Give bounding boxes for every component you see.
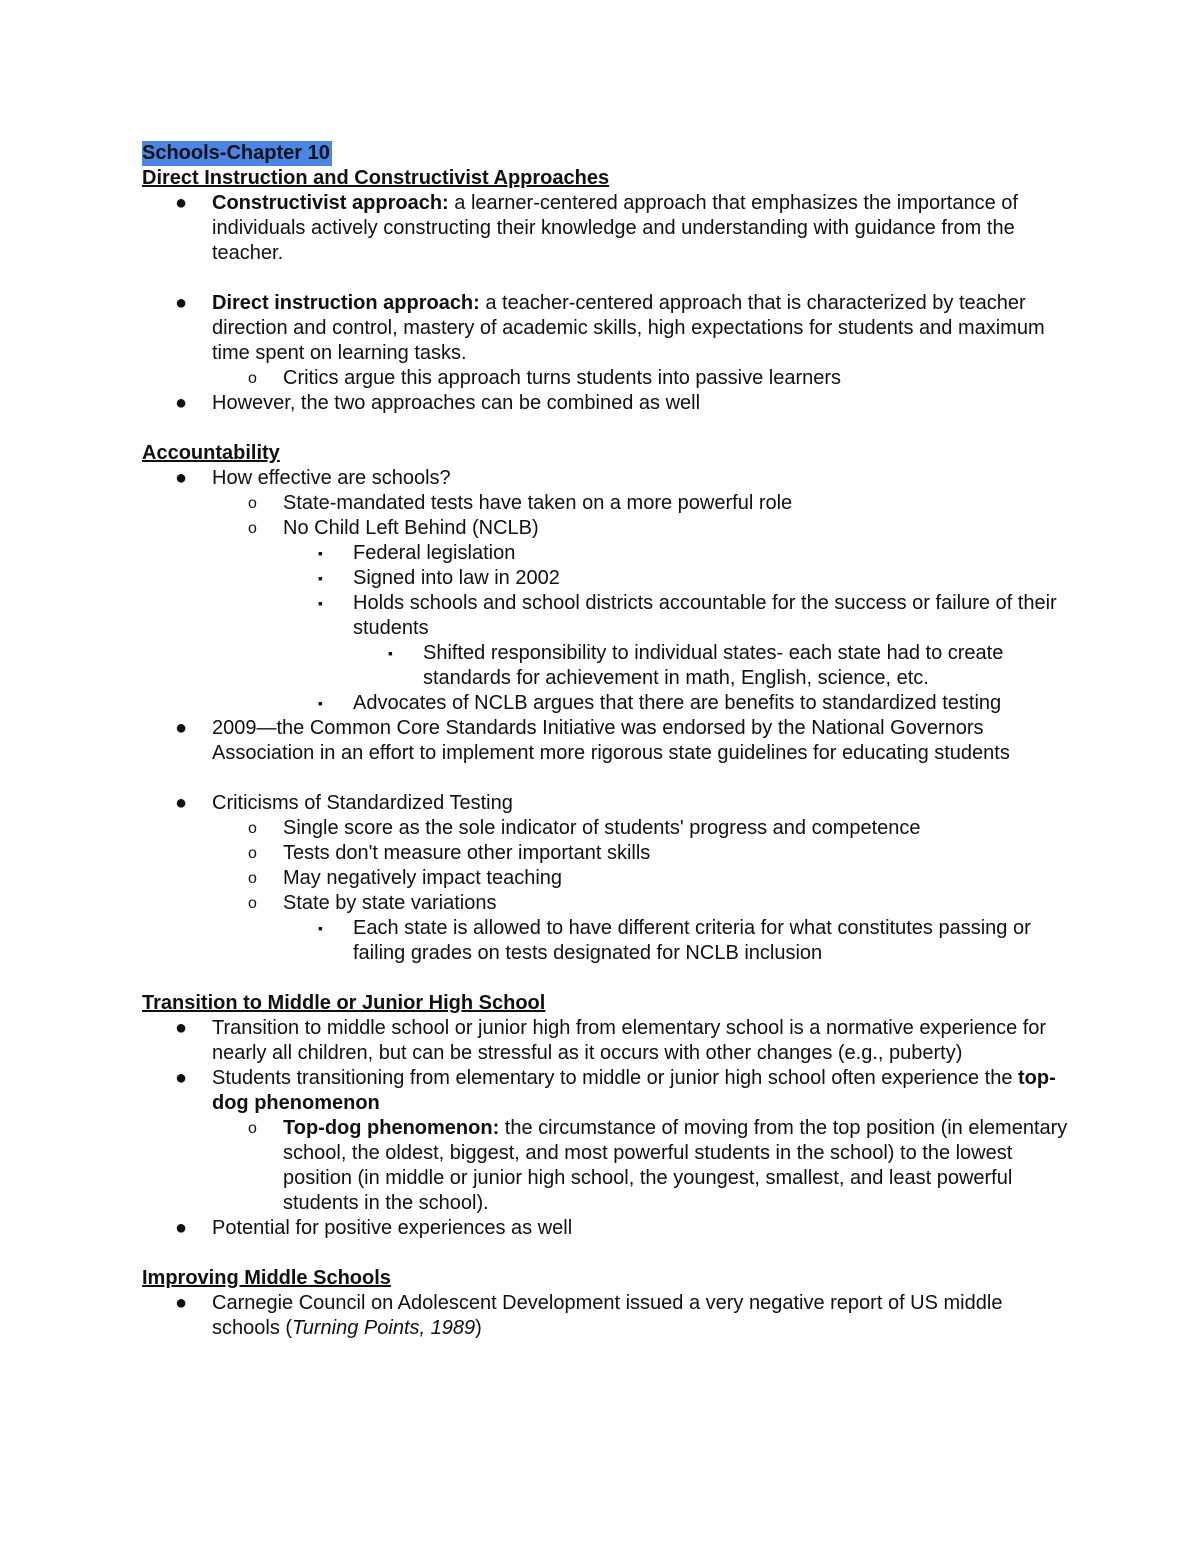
bullet-square-icon: ▪: [318, 595, 323, 611]
list-item: [142, 791, 1072, 816]
list-item: [142, 391, 1072, 416]
list-item: [142, 191, 1072, 266]
section-heading-direct-instruction: Direct Instruction and Constructivist Approaches: [142, 167, 610, 189]
list-item-text: Critics argue this approach turns students into passive learners: [283, 367, 842, 389]
list-item: [142, 866, 1072, 891]
list-item-text: Advocates of NCLB argues that there are benefits to standardized testing: [353, 692, 1002, 714]
list-item-text: Potential for positive experiences as well: [212, 1217, 573, 1239]
list-item: [142, 891, 1072, 916]
blank-line: [142, 966, 1072, 991]
list-item-text: State by state variations: [283, 892, 497, 914]
bullet-disc-icon: ●: [175, 1067, 188, 1089]
bullet-circle-icon: o: [248, 895, 257, 912]
section-heading-accountability: Accountability: [142, 442, 280, 464]
list-item-text: Holds schools and school districts accountable for the success or failure of their students: [353, 592, 1057, 639]
section-heading-transition: Transition to Middle or Junior High School: [142, 992, 546, 1014]
citation-turning-points: Turning Points, 1989: [292, 1317, 476, 1339]
blank-line: [142, 416, 1072, 441]
bullet-square-icon: ▪: [318, 920, 323, 936]
definition-direct-instruction: a teacher-centered approach that is characterized by teacher direction and control, mastery of academic skills, high expectations for students and maximum time spent on learning tasks.: [212, 292, 1045, 364]
term-top-dog: top-dog phenomenon: [212, 1067, 1056, 1114]
list-item: [142, 691, 1072, 716]
bullet-disc-icon: ●: [175, 717, 188, 739]
list-item-text: Carnegie Council on Adolescent Development issued a very negative report of US middle schools (: [212, 1292, 1003, 1339]
bullet-disc-icon: ●: [175, 192, 188, 214]
list-item-text: Single score as the sole indicator of students' progress and competence: [283, 817, 921, 839]
list-item-text: State-mandated tests have taken on a more powerful role: [283, 492, 793, 514]
list-item: [142, 916, 1072, 966]
list-item: [142, 291, 1072, 366]
closing-paren: ): [475, 1317, 482, 1339]
bullet-disc-icon: ●: [175, 1217, 188, 1239]
bullet-square-icon: ▪: [318, 695, 323, 711]
title-line: [142, 141, 1072, 166]
list-item-text: Students transitioning from elementary to middle or junior high school often experience the: [212, 1067, 1019, 1089]
list-item: [142, 1116, 1072, 1216]
bullet-disc-icon: ●: [175, 1292, 188, 1314]
list-item-text: No Child Left Behind (NCLB): [283, 517, 539, 539]
list-item-text: 2009—the Common Core Standards Initiative was endorsed by the National Governors Association in an effort to implement more rigorous state guidelines for educating students: [212, 717, 1010, 764]
bullet-circle-icon: o: [248, 370, 257, 387]
list-item-text: Signed into law in 2002: [353, 567, 560, 589]
term-top-dog-definition: Top-dog phenomenon:: [283, 1117, 500, 1139]
list-item-text: Federal legislation: [353, 542, 516, 564]
bullet-circle-icon: o: [248, 1120, 257, 1137]
bullet-circle-icon: o: [248, 820, 257, 837]
list-item: [142, 1066, 1072, 1116]
list-item: [142, 491, 1072, 516]
bullet-disc-icon: ●: [175, 467, 188, 489]
bullet-square-icon: ▪: [388, 645, 393, 661]
list-item-text: Shifted responsibility to individual states- each state had to create standards for achievement in math, English, science, etc.: [423, 642, 1004, 689]
list-item: [142, 541, 1072, 566]
definition-constructivist: a learner-centered approach that emphasizes the importance of individuals actively constructing their knowledge and understanding with guidance from the teacher.: [212, 192, 1018, 264]
bullet-square-icon: ▪: [318, 545, 323, 561]
bullet-circle-icon: o: [248, 520, 257, 537]
list-item: [142, 816, 1072, 841]
list-item-text: How effective are schools?: [212, 467, 451, 489]
document-body: [142, 141, 1072, 1341]
list-item-text: Transition to middle school or junior high from elementary school is a normative experience for nearly all children, but can be stressful as it occurs with other changes (e.g., puberty): [212, 1017, 1047, 1064]
definition-top-dog: the circumstance of moving from the top position (in elementary school, the oldest, biggest, and most powerful students in the school) to the lowest position (in middle or junior high school, the youngest, smallest, and least powerful students in the school).: [283, 1117, 1068, 1214]
list-item: [142, 1016, 1072, 1066]
document-title: Schools-Chapter 10: [142, 142, 330, 164]
term-direct-instruction: Direct instruction approach:: [212, 292, 480, 314]
list-item: [142, 841, 1072, 866]
blank-line: [142, 1241, 1072, 1266]
bullet-circle-icon: o: [248, 495, 257, 512]
list-item-text: Criticisms of Standardized Testing: [212, 792, 513, 814]
bullet-circle-icon: o: [248, 845, 257, 862]
list-item-text: Each state is allowed to have different criteria for what constitutes passing or failing grades on tests designated for NCLB inclusion: [353, 917, 1031, 964]
list-item: [142, 641, 1072, 691]
list-item: [142, 591, 1072, 641]
list-item: [142, 1291, 1072, 1341]
term-constructivist: Constructivist approach:: [212, 192, 449, 214]
bullet-circle-icon: o: [248, 870, 257, 887]
blank-line: [142, 766, 1072, 791]
bullet-square-icon: ▪: [318, 570, 323, 586]
list-item: [142, 516, 1072, 541]
list-item: [142, 716, 1072, 766]
blank-line: [142, 266, 1072, 291]
bullet-disc-icon: ●: [175, 392, 188, 414]
list-item-text: Tests don't measure other important skills: [283, 842, 651, 864]
list-item: [142, 1216, 1072, 1241]
bullet-disc-icon: ●: [175, 292, 188, 314]
list-item-text: However, the two approaches can be combined as well: [212, 392, 701, 414]
list-item: [142, 366, 1072, 391]
bullet-disc-icon: ●: [175, 792, 188, 814]
list-item-text: May negatively impact teaching: [283, 867, 563, 889]
section-heading-improving: Improving Middle Schools: [142, 1267, 391, 1289]
bullet-disc-icon: ●: [175, 1017, 188, 1039]
list-item: [142, 566, 1072, 591]
list-item: [142, 466, 1072, 491]
